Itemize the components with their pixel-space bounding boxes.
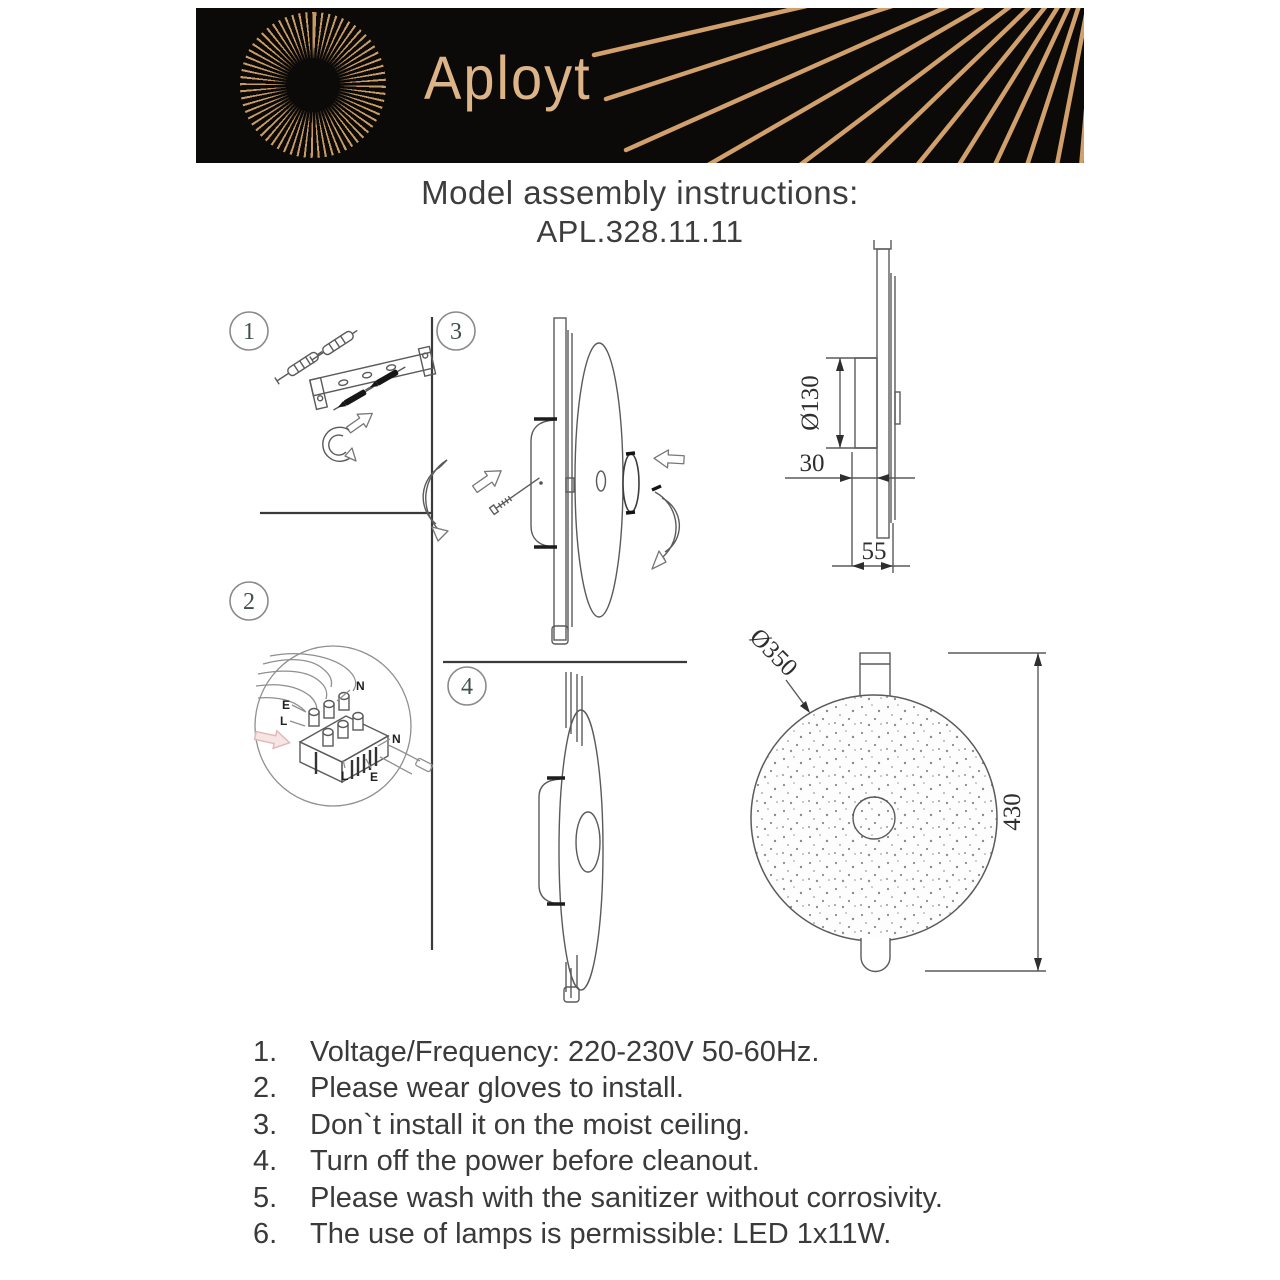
- assembly-diagram: [0, 240, 1280, 1030]
- dimension-depth-wall: 30: [799, 450, 825, 477]
- dimension-depth-total: 55: [861, 538, 887, 565]
- step-4-number: 4: [461, 674, 473, 700]
- direction-arrow-icon: [470, 463, 507, 496]
- wall-bracket: [308, 346, 437, 409]
- label-e-left: E: [282, 698, 291, 712]
- step-3-number: 3: [450, 319, 462, 345]
- dimension-shade-diameter: Ø350: [744, 623, 803, 682]
- step-2-drawing-wiring: [254, 646, 433, 806]
- step-4-drawing-assembled: [539, 672, 603, 1002]
- step-1-number: 1: [243, 319, 255, 345]
- item-text: Voltage/Frequency: 220-230V 50-60Hz.: [310, 1036, 820, 1068]
- shade-disc-front: [751, 695, 997, 941]
- model-number: APL.328.11.11: [536, 214, 744, 249]
- rotate-arrow-icon: [423, 460, 448, 541]
- step-2-number: 2: [243, 589, 255, 615]
- instruction-list: [253, 1034, 943, 1252]
- item-text: Turn off the power before cleanout.: [310, 1145, 760, 1178]
- direction-arrow-icon: [344, 407, 377, 437]
- step-3-drawing-shade-attachment: [423, 318, 684, 644]
- side-dimension-drawing: [785, 240, 915, 573]
- divider-lines: [260, 317, 687, 950]
- insert-arrow-icon: [254, 727, 292, 752]
- wall-plate: [554, 318, 566, 640]
- label-e-bottom: E: [370, 770, 379, 784]
- shade-disc-side: [559, 710, 603, 990]
- label-n-top: N: [356, 679, 365, 693]
- shade-disc-side: [575, 343, 623, 617]
- list-item: [253, 1034, 943, 1070]
- step-1-drawing-bracket-mounting: [275, 327, 438, 462]
- item-number: 4.: [253, 1145, 278, 1178]
- item-number: 1.: [253, 1036, 278, 1068]
- locking-ring: [623, 453, 639, 513]
- push-arrow-icon: [654, 449, 685, 469]
- item-number: 6.: [253, 1218, 278, 1251]
- list-item: [253, 1180, 943, 1216]
- mount-ring: [531, 419, 557, 547]
- brand-name: Aployt: [424, 43, 592, 113]
- item-number: 2.: [253, 1072, 278, 1105]
- item-number: 5.: [253, 1181, 278, 1214]
- page-title: Model assembly instructions:: [421, 174, 859, 211]
- item-text: Don`t install it on the moist ceiling.: [310, 1108, 751, 1141]
- list-item: [253, 1216, 943, 1252]
- decorative-rays-icon: [196, 8, 1084, 163]
- brand-banner: [196, 8, 1084, 163]
- step-badges: [230, 312, 486, 705]
- front-view-drawing: [744, 624, 1046, 972]
- dimension-height: 430: [999, 793, 1026, 831]
- list-item: [253, 1143, 943, 1179]
- item-text: Please wash with the sanitizer without corrosivity.: [310, 1181, 943, 1214]
- list-item: [253, 1107, 943, 1143]
- label-l-left: L: [280, 714, 288, 728]
- rotate-arrow-icon: [652, 486, 679, 569]
- dimension-mount-diameter: Ø130: [797, 375, 824, 431]
- list-item: [253, 1070, 943, 1106]
- item-text: Please wear gloves to install.: [310, 1072, 684, 1105]
- label-l-bottom: L: [341, 769, 349, 783]
- item-number: 3.: [253, 1108, 278, 1141]
- label-n-right: N: [392, 732, 401, 746]
- title-block: [0, 174, 1280, 250]
- item-text: The use of lamps is permissible: LED 1x11W.: [310, 1218, 892, 1251]
